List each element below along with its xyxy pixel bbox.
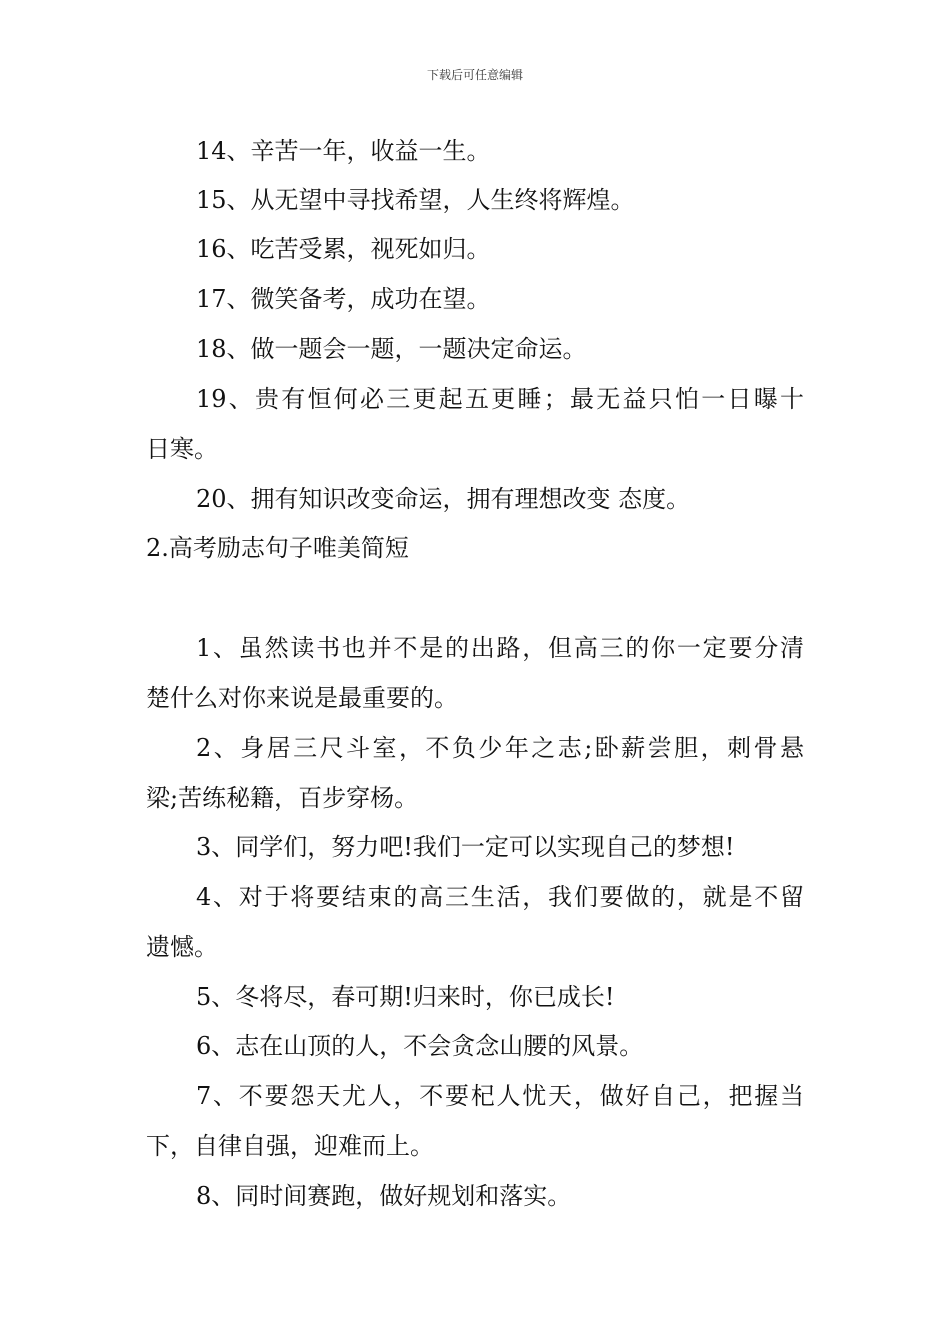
list-item: 14、辛苦一年，收益一生。 [196,137,491,165]
list-item: 4、对于将要结束的高三生活，我们要做的，就是不留 [196,883,804,911]
list-item: 5、冬将尽，春可期!归来时，你已成长! [196,983,615,1011]
list-item: 20、拥有知识改变命运，拥有理想改变 态度。 [196,485,691,513]
list-item: 15、从无望中寻找希望，人生终将辉煌。 [196,186,635,214]
list-item: 7、不要怨天尤人，不要杞人忧天，做好自己，把握当 [196,1082,804,1110]
list-item: 18、做一题会一题，一题决定命运。 [196,335,587,363]
list-item-continuation: 遗憾。 [146,933,218,961]
list-item: 2、身居三尺斗室，不负少年之志;卧薪尝胆，刺骨悬 [196,734,804,762]
page-header-note: 下载后可任意编辑 [426,68,523,82]
list-item-continuation: 梁;苦练秘籍，百步穿杨。 [146,784,419,812]
list-item: 3、同学们，努力吧!我们一定可以实现自己的梦想! [196,833,735,861]
list-item: 6、志在山顶的人，不会贪念山腰的风景。 [196,1032,644,1060]
list-item-continuation: 下，自律自强，迎难而上。 [146,1132,434,1160]
section-heading: 2.高考励志句子唯美简短 [146,534,409,562]
list-item: 1、虽然读书也并不是的出路，但高三的你一定要分清 [196,634,804,662]
list-item-continuation: 楚什么对你来说是最重要的。 [146,684,458,712]
list-item: 17、微笑备考，成功在望。 [196,285,491,313]
list-item: 16、吃苦受累，视死如归。 [196,235,491,263]
list-item: 19、贵有恒何必三更起五更睡；最无益只怕一日曝十 [196,385,804,413]
list-item: 8、同时间赛跑，做好规划和落实。 [196,1182,572,1210]
list-item-continuation: 日寒。 [146,435,218,463]
